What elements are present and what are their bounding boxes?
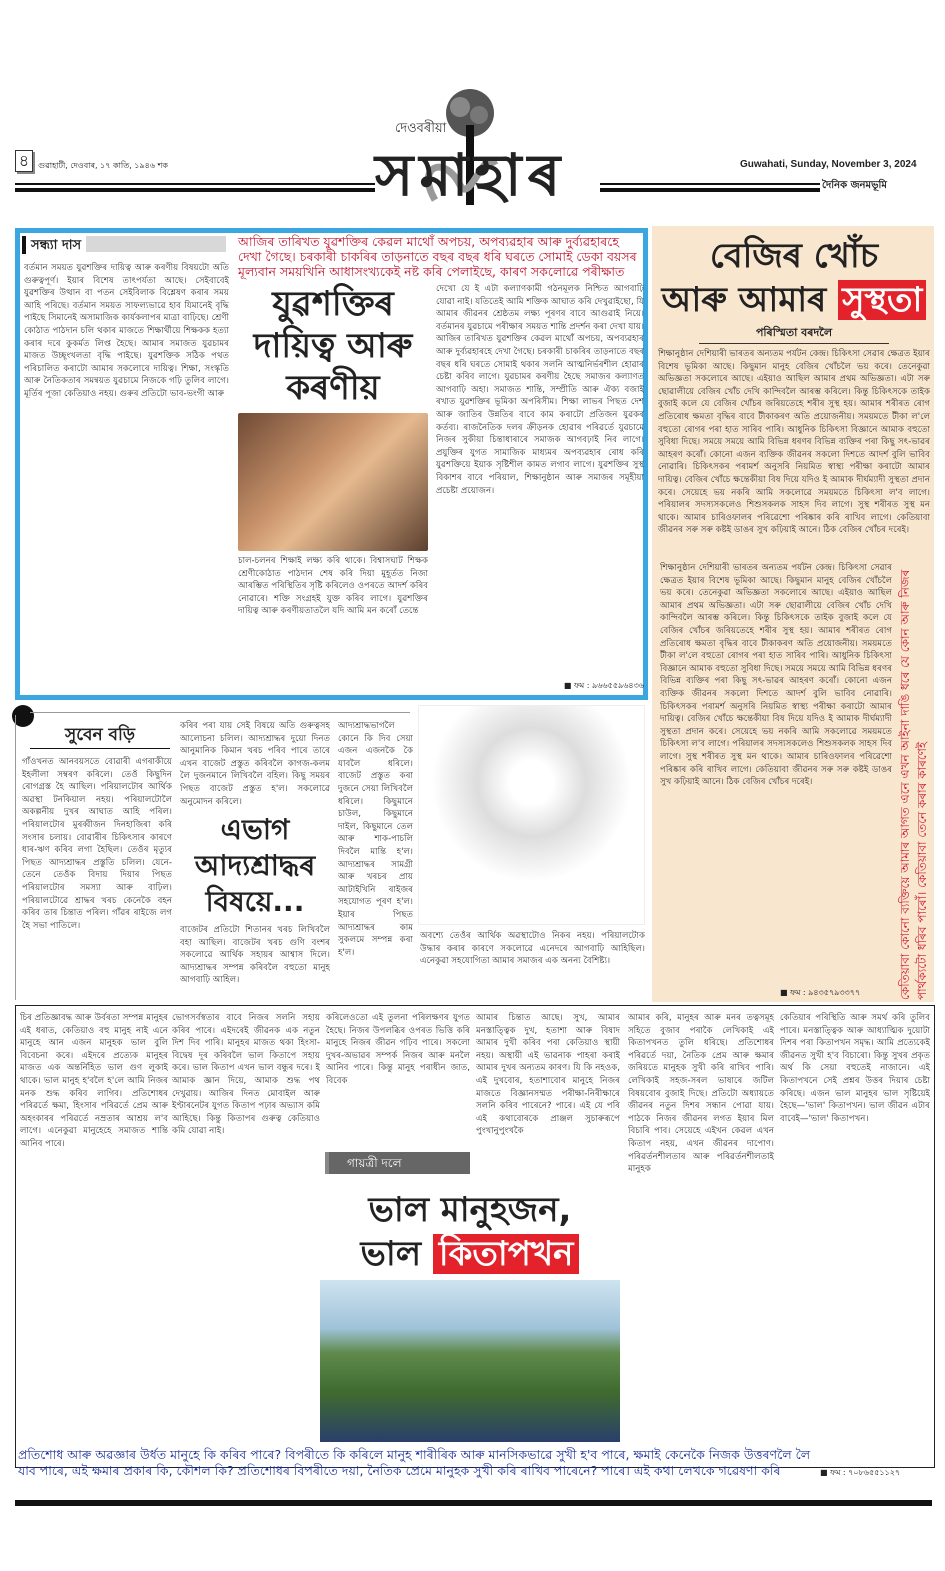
header-rule-left-thick: [15, 188, 375, 192]
headline-line: ভাল মানুহজন,: [368, 1190, 572, 1230]
bottom-rule: [15, 1500, 932, 1506]
author-tag: গায়ত্ৰী দলে: [325, 1152, 470, 1174]
header-rule-right-thick: [600, 188, 820, 192]
author-name: পৰিস্মিতা বৰদলৈ: [699, 326, 889, 344]
right-column: [436, 283, 644, 692]
article-top-area: [658, 234, 930, 558]
summary-text: প্ৰতিশোধ আৰু অৱজ্ঞাৰ উৰ্ধত মানুহে কি কৰিব পাৰে? বিপৰীতে কি কৰিলে মানুহ শাৰীৰিক আৰু মানসিকভাৱে সুখী হ'ব পাৰে, ক্ষমাই কেনেকৈ নিজক উত্তৰণলৈ লৈ যাব পাৰে, এই ক্ষমাৰ প্ৰকাৰ কি, কৌশল কি? প্ৰতিশোধৰ বিপৰীতে দয়া, নৈতিক প্ৰেমে মানুহক সুখী কৰি ৰাখিব পাৰেনে? পাৰে। এই কথা লেখকে গৱেষণা কৰি: [18, 1447, 811, 1478]
article-main-area: [238, 234, 644, 692]
article-column: ভোগসৰ্বস্বতাৰ বাবে নিজৰ সলনি সহায় কৰিব পাৰে। এইদৰেই জীৱনক এক নতুন দিশ দিব পাৰি। মানুহৰ মাজত থকা হিংসা-বিদ্বেষ দূৰ কৰিবলৈ ভাল কিতাপে সহায় কৰে। ভাল কিতাপ এখন ভাল বন্ধুৰ দৰে। ই আমাক জ্ঞান দিয়ে, আমাক শুদ্ধ পথ দেখুৱায়। আজিৰ দিনত মোবাইল আৰু ইণ্টাৰনেটৰ যুগত কিতাপ পঢ়াৰ অভ্যাস কমি আহিছে। কিন্তু কিতাপৰ গুৰুত্ব কেতিয়াও কমি যোৱা নাই।: [172, 1013, 320, 1137]
logo-title: সমাহাৰ: [375, 141, 567, 209]
byline: [22, 236, 227, 254]
article-column: আমাৰ কৰি, মানুহৰ আৰু মনৰ তত্বসমূহ সহিতে বুজাব পৰাকৈ লেখিকাই এই কিতাপখনত তুলি ধৰিছে। প্ৰতিশোধৰ পৰিৱৰ্তে দয়া, নৈতিক প্ৰেম আৰু ক্ষমাৰ জৰিয়তে মানুহক সুখী কৰি ৰাখিব পাৰি। লেখিকাই সহজ-সৰল ভাষাৰে জটিল বিষয়বোৰ বুজাই দিছে। প্ৰতিটো অধ্যায়তে জীৱনৰ নতুন দিশৰ সন্ধান পোৱা যায়। পাঠকে নিজৰ জীৱনৰ লগত ইয়াৰ মিল বিচাৰি পাব। সেয়েহে এইখন কেৱল এখন কিতাপ নহয়, এখন জীৱনৰ দাপোণ। পৰিৱৰ্তনশীলতাৰ আৰু পৰিৱৰ্তনশীলতাই মানুহক: [628, 1013, 774, 1175]
headline-column: [180, 720, 330, 1000]
article-column: বাজেটৰ প্ৰতিটো শিতানৰ খৰচ লিখিবলৈ বহা আছিল। বাজেটৰ খৰচ গুণি বংশৰ সকলোৱে আৰ্থিক সহায়ৰ আশ্বাস দিলে। আদ্যশ্ৰাদ্ধৰ সম্পন্ন কৰিবলৈ বহুতো মানুহ আগবাঢ়ি আহিল।: [180, 925, 330, 986]
english-date: Guwahati, Sunday, November 3, 2024: [740, 159, 917, 170]
phone-number: ■ ফম : ৭০৮৬৫৫১১২৭: [820, 1468, 901, 1477]
divider: [15, 715, 16, 1000]
article-column: অবশ্যে তেওঁৰ আৰ্থিক অৱস্থাটোও নিকৰ নহয়। পৰিয়ালটোক উদ্ধাৰ কৰাৰ কাৰণে সকলোৱে এনেদৰে আগবাঢ়ি আহিছিল। এনেকুৱা সহযোগিতা আমাৰ সমাজৰ এক অনন্য বৈশিষ্ট্য।: [420, 931, 645, 967]
paper-name: দৈনিক জনমভূমি: [822, 180, 887, 191]
article-column: আমাৰ চিন্তাত আছে। সুখ, আমাৰ মনস্তাত্ত্বিক দুখ, হতাশা আৰু বিষাদ আমাৰ দুখী কৰিব পৰা কেতিয়াও স্থায়ী নহয়। অস্থায়ী এই ভাৱনাক পাহৰা কৰাই আমাৰ দুখৰ অন্যতম কাৰণ। যি কি নহওক, এই দুখবোৰ, হতাশাবোৰ মানুহে নিজৰ মাজতে বিজ্ঞানসম্মত পৰীক্ষা-নিৰীক্ষাৰে সলনি কৰিব পাৰেনে? পাৰে। এই যে পৰি এই কথাবোৰকে প্ৰাঞ্জল সুচাৰুৰূপে পুংখানুপুংখকৈ: [476, 1013, 620, 1137]
dateline: গুৱাহাটী, দেওবাৰ, ১৭ কাতি, ১৯৪৬ শক: [38, 161, 168, 170]
headline-line: ভাল: [360, 1234, 422, 1274]
article-column: কৰিলেওতো এই তুলনা পৰিলক্ষণৰ যুগত হৈছে। নিজৰ উপলব্ধিৰ ওপৰত ভিত্তি কৰি মানুহে নিজৰ জীৱন গঢ়িব পাৰে। সকলো দুখৰ-অভাৱৰ সম্পৰ্ক নিজৰ আৰু মনলৈ আনিব পাৰে। কিন্তু মানুহ পৰাধীন জাত, বিবেক: [326, 1013, 470, 1086]
headline-column: [238, 283, 428, 692]
author-name: সুবেন বড়ি: [30, 725, 170, 749]
phone-number: ■ ফম : ৯৬৬৫৫৯৬৪৩৬: [563, 681, 644, 690]
lead-text: আজিৰ তাৰিখত যুৱশক্তিৰ কেৱল মাথোঁ অপচয়, অপব্যৱহাৰ আৰু দুৰ্ব্যৱহাৰহে দেখা গৈছে। চৰকাৰী চাকৰিৰ তাড়নাতে বছৰ বছৰ ধৰি ঘৰতে সোমাই ডেকা বয়সৰ মূল্যবান সময়খিনি আধাসংখ্যকেই নষ্ট কৰি পেলাইছে, কাৰণ সকলোৱে পৰীক্ষাত: [238, 234, 637, 279]
headline-area: [320, 1188, 620, 1442]
article-column: দেখো যে ই এটা কল্যাণকামী গঠনমূলক নিশ্চিত আগবাঢ়ি যোৱা নাই। যতিতেই আমি শক্তিক আঘাত কৰি দেখুৱাইছো, যি আমাৰ জীৱনৰ শ্ৰেষ্ঠতম লক্ষ্য পূৰণৰ বাবে আগুৱাই নিয়ে। বৰ্তমানৰ যুৱচামে পৰীক্ষাৰ সময়ত শান্তি প্ৰদৰ্শন কৰা দেখা যায়। আজিৰ তাৰিখত যুৱশক্তিৰ কেৱল মাথোঁ অপচয়, অপব্যৱহাৰ আৰু দুৰ্ব্যৱহাৰহে দেখা গৈছে। চৰকাৰী চাকৰিৰ তাড়নাতে বছৰ বছৰ ধৰি ঘৰতে সোমাই থকাৰ সলনি আত্মনিৰ্ভৰশীল হোৱাৰ চেষ্টা কৰিব লাগে। যুৱচামৰ কৰণীয় হৈছে সমাজৰ কল্যাণত আগবাঢ়ি অহা। সমাজত শান্তি, সম্প্ৰীতি আৰু ঐক্য বজাই ৰখাত যুৱশক্তিৰ ভূমিকা অপৰিসীম। শিক্ষা লাভৰ পিছত দেশ আৰু জাতিৰ উন্নতিৰ বাবে কাম কৰাটো প্ৰতিজন যুৱকৰ কৰ্তব্য। ৰাজনৈতিক দলৰ ক্ৰীড়নক হোৱাৰ পৰিৱৰ্তে যুৱচামে নিজৰ সুকীয়া চিন্তাধাৰাৰে সমাজক আগবঢ়াই নিব লাগে। প্ৰযুক্তিৰ যুগত সামাজিক মাধ্যমৰ অপব্যৱহাৰ ৰোধ কৰি যুৱশক্তিয়ে ইয়াক সৃষ্টিশীল কামত লগাব লাগে। যুৱশক্তিৰ সুস্থ বিকাশৰ বাবে পৰিয়াল, শিক্ষানুষ্ঠান আৰু সমাজৰ সমূহীয়া প্ৰচেষ্টা প্ৰয়োজন।: [436, 284, 644, 496]
article-column: আদ্যশ্ৰাদ্ধভাগলৈ কোনে কি দিব সেয়া এজন এজনকৈ কৈ যাবলৈ ধৰিলে। বাজেট প্ৰস্তুত কৰা দুজনে সেয়া লিখিবলৈ ধৰিলে। কিছুমানে চাউল, কিছুমানে দাইল, কিছুমানে তেল আৰু শাক-পাচলি দিবলৈ মান্তি হ'ল। আদ্যশ্ৰাদ্ধৰ সামগ্ৰী আৰু খৰচৰ প্ৰায় আটাইখিনি ৰাইজৰ সহযোগত পূৰণ হ'ল। ইয়াৰ পিছত আদ্যশ্ৰাদ্ধৰ কাম সুকলমে সম্পন্ন কৰা হ'ল।: [338, 721, 413, 958]
headline: [320, 1188, 620, 1276]
article-column: কৰিব পৰা যায় সেই বিষয়ে অতি গুৰুত্বসহ আলোচনা চলিল। আদ্যশ্ৰাদ্ধৰ দুয়ো দিনত আনুমানিক কিমান খৰচ পৰিব পাৰে তাৰে এখন বাজেট প্ৰস্তুত কৰিবলৈ কাগজ-কলম লৈ দুজনমানে লিখিবলৈ বহিল। কিছু সময়ৰ পিছত বাজেট প্ৰস্তুত হ'ল। সকলোৱে অনুমোদন কৰিলে।: [180, 721, 330, 807]
byline-bar: [86, 236, 226, 252]
article-column: কেতিয়াৰ পৰিস্থিতি আৰু সমৰ্থ কৰি তুলিব পাৰে। মনস্তাত্ত্বিক আৰু আধ্যাত্মিক দুয়োটা দিশৰ পৰা কিতাপখন সমৃদ্ধ। আমি প্ৰত্যেকেই জীৱনত সুখী হ'ব বিচাৰো। কিন্তু সুখৰ প্ৰকৃত অৰ্থ কি সেয়া বহুতেই নাজানে। এই কিতাপখনে সেই প্ৰশ্নৰ উত্তৰ দিয়াৰ চেষ্টা কৰিছে। এজন ভাল মানুহৰ ভাল সৃষ্টিয়েই হৈছে—'ভাল' কিতাপখন। ভাল জীৱন এটাৰ বাবেই—'ভাল' কিতাপখন।: [780, 1013, 930, 1124]
headline: যুৱশক্তিৰ দায়িত্ব আৰু কৰণীয়: [253, 284, 413, 408]
divider: [30, 712, 410, 713]
phone-number: ■ ফম : ৯৪৩৫৭৯৩৩৭৭: [780, 988, 861, 997]
school-gathering-photo: [320, 1280, 620, 1442]
hands-together-sketch: [418, 705, 645, 925]
article-column: চিৰ প্ৰতিজ্ঞাবদ্ধ আৰু উৰ্বৰতা সম্পন্ন মানুহৰ এই ধৰাত, কেতিয়াও বহু মানুহ নাই এনে মানুহে আন এজন মানুহক ভাল বুলি বিবেচনা কৰে। এইদৰে প্ৰত্যেক মানুহৰ মাজত এক অন্তৰ্নিহিত ভাল গুণ লুকাই থাকে। ভাল মানুহ হ'বলৈ হ'লে আমি নিজৰ মনক শুদ্ধ কৰিব লাগিব। প্ৰতিশোধৰ পৰিৱৰ্তে ক্ষমা, হিংসাৰ পৰিৱৰ্তে প্ৰেম আৰু অহংকাৰৰ পৰিৱৰ্তে নম্ৰতাৰ আশ্ৰয় ল'ব লাগে। এনেকুৱা মানুহেহে সমাজত শান্তি আনিব পাৰে।: [20, 1013, 168, 1149]
article-column: শিক্ষানুষ্ঠান দেশিয়াৰী ভাৰতৰ অন্যতম পৰ্যটন কেন্দ্ৰ। চিকিৎসা সেৱাৰ ক্ষেত্ৰত ইয়াৰ বিশেষ ভূমিকা আছে। কিছুমান মানুহ বেজিৰ খোঁচলৈ ভয় কৰে। তেনেকুৱা অভিজ্ঞতা সকলোৰে আছে। এইয়াও আছিল আমাৰ প্ৰথম অভিজ্ঞতা। এটা সৰু ছোৱালীয়ে বেজিৰ খোঁচ দেখি কান্দিবলৈ আৰম্ভ কৰিলে। কিন্তু চিকিৎসকে তাইক বুজাই কলে যে বেজিৰ খোঁচৰ জৰিয়তেহে শৰীৰ সুস্থ হয়। আমাৰ শৰীৰত ৰোগ প্ৰতিৰোধ ক্ষমতা বৃদ্ধিৰ বাবে টীকাকৰণ অতি প্ৰয়োজনীয়। সময়মতে টীকা ল'লে বহুতো ৰোগৰ পৰা হাত সাৰিব পাৰি। আধুনিক চিকিৎসা বিজ্ঞানে আমাক বহুতো সুবিধা দিছে। সময়ে সময়ে আমি বিভিন্ন ধৰণৰ বিভিন্ন ব্যক্তিৰ পৰা কিছু সৎ-ভাৱৰ আহৰণ কৰোঁ। কোনো এজন ব্যক্তিক জীৱনৰ সকলো দিশতে আদৰ্শ বুলি ভাবিব নোৱাৰি। চিকিৎসকৰ পৰামৰ্শ অনুসৰি নিয়মিত স্বাস্থ্য পৰীক্ষা কৰাটো আমাৰ দায়িত্ব। বেজিৰ খোঁচে ক্ষন্তেকীয়া বিষ দিয়ে যদিও ই আমাক দীৰ্ঘম্যাদী সুস্থতা প্ৰদান কৰে। সেয়েহে ভয় নকৰি আমি সকলোৱে সময়মতে চিকিৎসা ল'ব লাগে। পৰিয়ালৰ সদস্যসকলেও শিশুসকলক সাহস দিব লাগে। সুস্থ শৰীৰত সুস্থ মন থাকে। আমাৰ চাৰিওফালৰ পৰিৱেশো পৰিষ্কাৰ কৰি ৰাখিব লাগে। কেতিয়াবা জীৱনৰ সৰু সৰু কষ্টই ডাঙৰ সুখ কঢ়িয়াই আনে। ঠিক বেজিৰ খোঁচৰ দৰেই।: [658, 349, 930, 536]
header-rule-left: [15, 183, 375, 185]
article-column: গাঁওখনত আনবয়সতে বোৱাৰী এগৰাকীয়ে ইহলীলা সম্বৰণ কৰিলে। তেওঁ কিছুদিন ৰোগগ্ৰস্ত হৈ আছিল। পৰিয়ালটোৰ আৰ্থিক অৱস্থা টনকিয়াল নহয়। পৰিয়ালটোলৈ অকল্পনীয় দুখৰ আঘাত আহি পৰিল। পৰিয়ালটোৰ মুৰব্বীজন দিনহাজিৰা কৰি সংসাৰ চলায়। বোৱাৰীৰ চিকিৎসাৰ কাৰণে ধাৰ-ঋণ কৰিব লগা হৈছিল। তেওঁৰ মৃত্যুৰ পিছত আদ্যশ্ৰাদ্ধৰ প্ৰস্তুতি চলিল। যেনে-তেনে তেওঁক বিদায় দিয়াৰ পিছত পৰিয়ালটোৰ সমস্যা আৰু বাঢ়িল। পৰিয়ালটোৱে শ্ৰাদ্ধৰ খৰচ কেনেকৈ বহন কৰিব তাৰ চিন্তাত পৰিল। গাঁৱৰ ৰাইজে লগ হৈ সভা পাতিলে।: [22, 757, 172, 931]
article-column: চাল-চলনৰ শিক্ষাই লক্ষ্য কৰি থাকে। বিশ্বাসঘাট শিক্ষক শ্ৰেণীকোঠাত পাঠদান শেষ কৰি দিয়া মুহূৰ্তত নিজা আৰম্ভিত পৰিস্থিতিৰ সৃষ্টি কৰিলেও ওপৰতে আদৰ্শ কৰিব নোৱাৰে। শক্তি সংগ্ৰহই যুক্ত কৰিব লাগে। যুৱশক্তিৰ দায়িত্ব আৰু কৰণীয়তাতলৈ যদি আমি মন কৰোঁ তেন্তে: [238, 556, 428, 617]
article-body-row: [238, 283, 644, 692]
headline-highlight: কিতাপখন: [433, 1234, 580, 1274]
logo-small-text: দেওবৰীয়া: [395, 121, 447, 136]
masthead-logo: [375, 85, 565, 210]
headline-line: বেজিৰ খোঁচ: [709, 236, 879, 276]
headline-highlight: সুস্থতা: [838, 280, 926, 320]
headline: এভাগ আদ্যশ্ৰাদ্ধৰ বিষয়ে...: [194, 813, 316, 918]
page-number: ৪: [15, 150, 33, 172]
headline-line: আৰু আমাৰ: [661, 280, 827, 320]
article-column: শিক্ষানুষ্ঠান দেশিয়াৰী ভাৰতৰ অন্যতম পৰ্যটন কেন্দ্ৰ। চিকিৎসা সেৱাৰ ক্ষেত্ৰত ইয়াৰ বিশেষ ভূমিকা আছে। কিছুমান মানুহ বেজিৰ খোঁচলৈ ভয় কৰে। তেনেকুৱা অভিজ্ঞতা সকলোৰে আছে। এইয়াও আছিল আমাৰ প্ৰথম অভিজ্ঞতা। এটা সৰু ছোৱালীয়ে বেজিৰ খোঁচ দেখি কান্দিবলৈ আৰম্ভ কৰিলে। কিন্তু চিকিৎসকে তাইক বুজাই কলে যে বেজিৰ খোঁচৰ জৰিয়তেহে শৰীৰ সুস্থ হয়। আমাৰ শৰীৰত ৰোগ প্ৰতিৰোধ ক্ষমতা বৃদ্ধিৰ বাবে টীকাকৰণ অতি প্ৰয়োজনীয়। সময়মতে টীকা ল'লে বহুতো ৰোগৰ পৰা হাত সাৰিব পাৰি। আধুনিক চিকিৎসা বিজ্ঞানে আমাক বহুতো সুবিধা দিছে। সময়ে সময়ে আমি বিভিন্ন ধৰণৰ বিভিন্ন ব্যক্তিৰ পৰা কিছু সৎ-ভাৱৰ আহৰণ কৰোঁ। কোনো এজন ব্যক্তিক জীৱনৰ সকলো দিশতে আদৰ্শ বুলি ভাবিব নোৱাৰি। চিকিৎসকৰ পৰামৰ্শ অনুসৰি নিয়মিত স্বাস্থ্য পৰীক্ষা কৰাটো আমাৰ দায়িত্ব। বেজিৰ খোঁচে ক্ষন্তেকীয়া বিষ দিয়ে যদিও ই আমাক দীৰ্ঘম্যাদী সুস্থতা প্ৰদান কৰে। সেয়েহে ভয় নকৰি আমি সকলোৱে সময়মতে চিকিৎসা ল'ব লাগে। পৰিয়ালৰ সদস্যসকলেও শিশুসকলক সাহস দিব লাগে। সুস্থ শৰীৰত সুস্থ মন থাকে। আমাৰ চাৰিওফালৰ পৰিৱেশো পৰিষ্কাৰ কৰি ৰাখিব লাগে। কেতিয়াবা জীৱনৰ সৰু সৰু কষ্টই ডাঙৰ সুখ কঢ়িয়াই আনে। ঠিক বেজিৰ খোঁচৰ দৰেই।: [660, 563, 892, 788]
hands-photo: [238, 413, 428, 551]
pull-quote-vertical: কেতিয়াবা কোনো ব্যক্তিয়ে আমাৰ আগত এনে এখন আইনা দাঙি ধৰে যে কোন আৰু নিজৰ পাৰ্থক্যটো ধৰিব পাৰোঁ। কেতিয়াবা তেনে কৰাৰ কাৰণেই: [898, 569, 929, 1000]
author-name: সন্ধ্যা দাস: [31, 238, 82, 253]
headline: [658, 234, 930, 322]
article-column: বৰ্তমান সময়ত যুৱশক্তিৰ দায়িত্ব আৰু কৰণীয় বিষয়টো অতি গুৰুত্বপূৰ্ণ। ইয়াৰ বিশেষ তাৎপৰ্যতা আছে। সেইবাবেই যুৱশক্তিৰ উত্থান বা পতন সেইবিলাক বিশ্লেষণ কৰাৰ সময় আহি পৰিছে। বৰ্তমান সময়ত সাফল্যভাৱে হাব যিমানেই বৃদ্ধি পাইছে সিমানেই অসামাজিক কাৰ্যকলাপৰ মাত্ৰা বাঢ়িছে। শ্ৰেণী কোঠাত পাঠদান চলি থকাৰ মাজতে শিক্ষাৰ্থীয়ে শিক্ষকক হত্যা কৰাৰ দৰে কুকৰ্মত লিপ্ত হৈছে। আমাৰ সমাজত যুৱচামৰ মাজত উচ্ছৃংখলতা বৃদ্ধি পাইছে। যুৱশক্তিক সঠিক পথত পৰিচালিত কৰাটো আমাৰ সকলোৰে দায়িত্ব। শিক্ষা, সংস্কৃতি আৰু নৈতিকতাৰ সমন্বয়ত যুৱচামে নিজকে গঢ়ি তুলিব লাগে। মূৰ্তিৰ পূজা কেতিয়াও নহয়। গুৰুৰ প্ৰতিটো ভাব-ভংগী আৰু: [24, 263, 229, 399]
header-rule-right: [600, 183, 820, 185]
